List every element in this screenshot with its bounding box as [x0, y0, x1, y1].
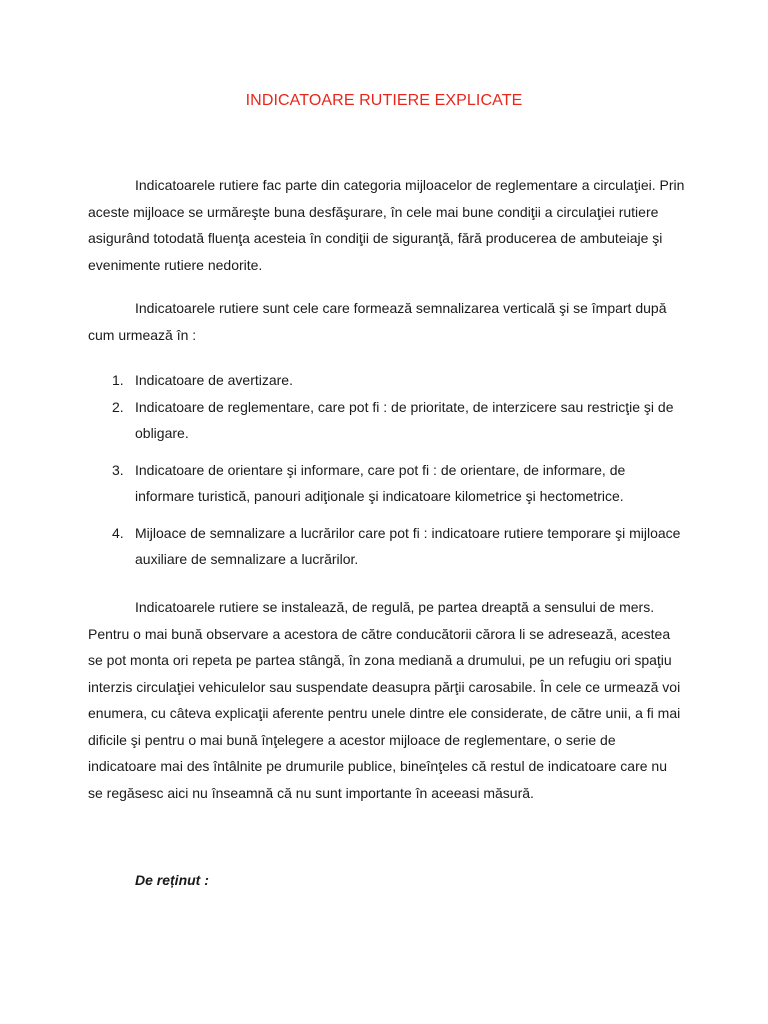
- paragraph-intro: Indicatoarele rutiere fac parte din categoria mijloacelor de reglementare a circulaţiei. Prin aceste mijloace se urmăreşte buna desfăşurare, în cele mai bune condiţii a circulaţiei rutiere asigurând totodată fluenţa acesteia în condiţii de siguranţă, fără producerea de ambuteiaje şi evenimente rutiere nedorite.: [88, 177, 685, 273]
- sign-categories-list: [88, 367, 685, 573]
- list-item: [88, 457, 685, 510]
- paragraph-installation: Indicatoarele rutiere se instalează, de regulă, pe partea dreaptă a sensului de mers. Pentru o mai bună observare a acestora de către conducătorii cărora li se adresează, acestea se pot monta ori repeta pe partea stângă, în zona mediană a drumului, pe un refugiu ori spaţiu interzis circulaţiei vehiculelor sau suspendate deasupra părţii carosabile. În cele ce urmează voi enumera, cu câteva explicaţii aferente pentru unele dintre ele considerate, de către unii, a fi mai dificile şi pentru o mai bună înţelegere a acestor mijloace de reglementare, o serie de indicatoare mai des întâlnite pe drumurile publice, bineînţeles că restul de indicatoare care nu se regăsesc aici nu înseamnă că nu sunt importante în aceeasi măsură.: [88, 599, 681, 801]
- list-item-text: Indicatoare de orientare şi informare, care pot fi : de orientare, de informare, de informare turistică, panouri adiţionale şi indicatoare kilometrice şi hectometrice.: [135, 461, 626, 504]
- list-item: [88, 394, 685, 447]
- list-item-text: Mijloace de semnalizare a lucrărilor care pot fi : indicatoare rutiere temporare şi mijloace auxiliare de semnalizare a lucrărilor.: [135, 524, 681, 567]
- list-item-number: 3.: [112, 461, 124, 478]
- list-item-text: Indicatoare de avertizare.: [135, 372, 293, 388]
- list-item: [88, 520, 685, 573]
- list-item-text: Indicatoare de reglementare, care pot fi : de prioritate, de interzicere sau restricţie şi de obligare.: [135, 398, 674, 441]
- list-item-number: 4.: [112, 524, 124, 541]
- paragraph-classification: Indicatoarele rutiere sunt cele care formează semnalizarea verticală şi se împart după cum urmează în :: [88, 300, 667, 343]
- list-item-number: 1.: [112, 372, 124, 388]
- list-item-number: 2.: [112, 398, 124, 415]
- list-item: [88, 367, 685, 394]
- document-title: INDICATOARE RUTIERE EXPLICATE: [245, 92, 523, 109]
- note-heading: De reținut :: [135, 872, 209, 888]
